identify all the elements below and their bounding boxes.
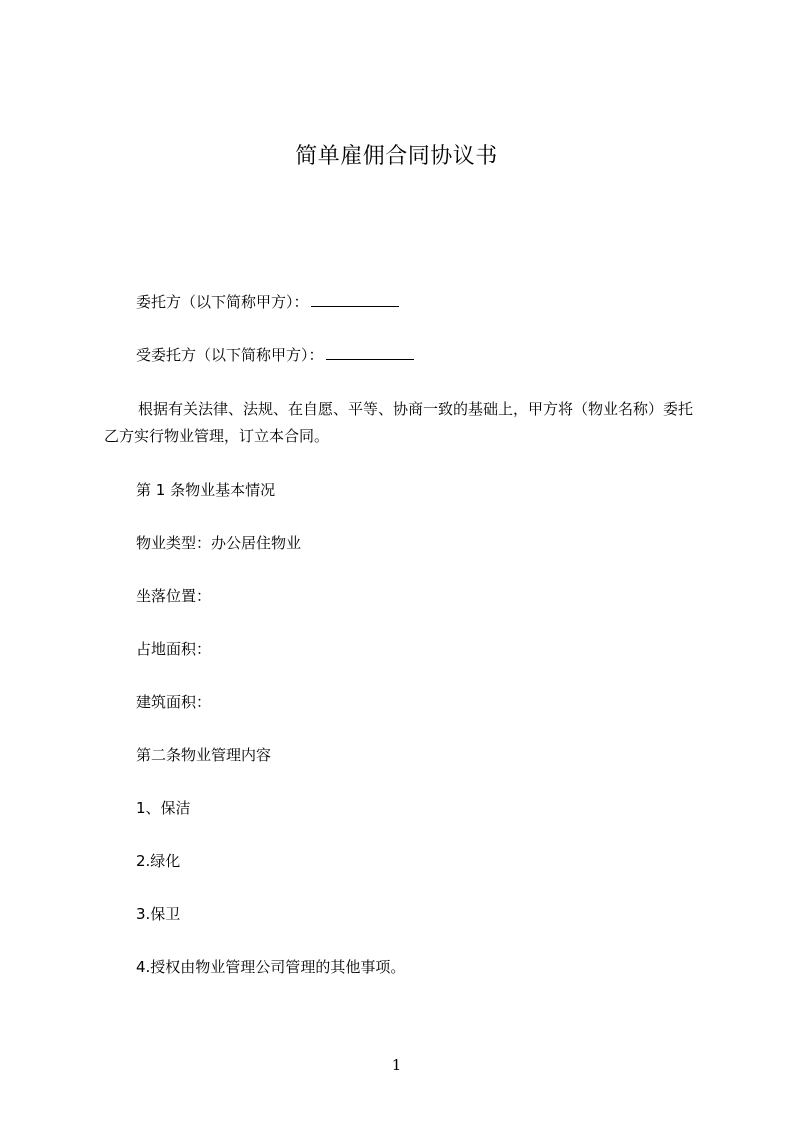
party-b-blank <box>326 346 414 360</box>
land-area-line: 占地面积： <box>136 640 212 658</box>
document-title: 简单雇佣合同协议书 <box>295 144 498 169</box>
party-a-line <box>136 292 399 312</box>
party-a-blank <box>311 293 399 307</box>
article-1-heading: 第 1 条物业基本情况 <box>136 481 276 499</box>
list-item: 1、保洁 <box>136 799 191 817</box>
intro-paragraph: 根据有关法律、法规、在自愿、平等、协商一致的基础上，甲方将（物业名称）委托乙方实行物业管理，订立本合同。 <box>104 400 694 445</box>
party-b-line <box>136 345 414 365</box>
property-type: 物业类型：办公居住物业 <box>136 534 302 552</box>
page-number: 1 <box>391 1056 402 1074</box>
article-2-heading: 第二条物业管理内容 <box>136 746 272 764</box>
list-item: 2.绿化 <box>136 852 181 870</box>
location-line: 坐落位置： <box>136 587 212 605</box>
list-item: 3.保卫 <box>136 905 181 923</box>
party-a-label: 委托方（以下简称甲方）： <box>136 293 309 311</box>
list-item: 4.授权由物业管理公司管理的其他事项。 <box>136 958 406 976</box>
building-area-line: 建筑面积： <box>136 693 212 711</box>
party-b-label: 受委托方（以下简称甲方）： <box>136 346 324 364</box>
